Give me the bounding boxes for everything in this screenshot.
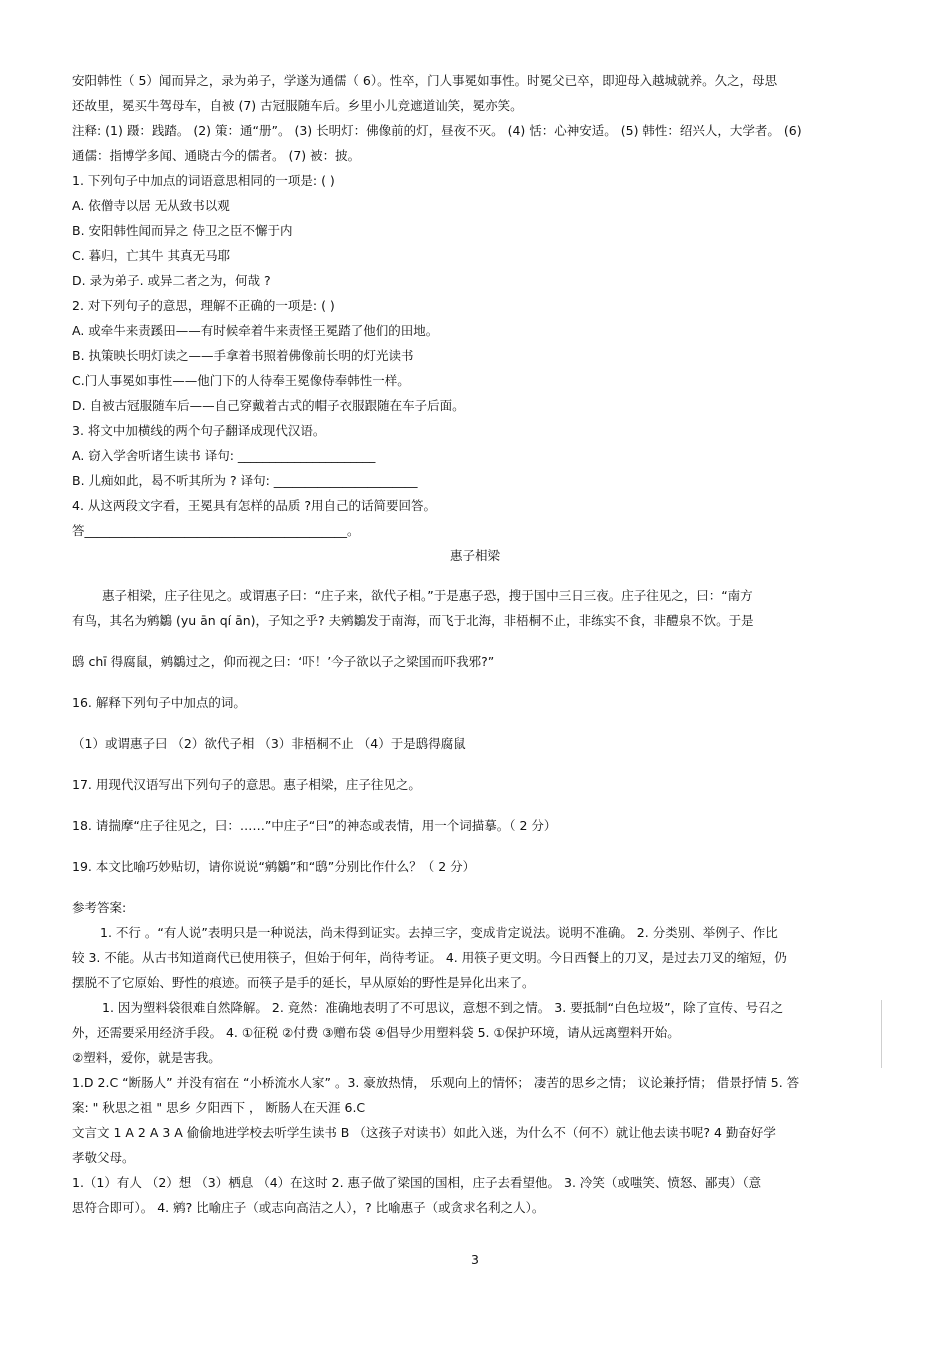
- text-line: 摆脱不了它原始、野性的痕迹。而筷子是手的延长，早从原始的野性是异化出来了。: [72, 975, 535, 990]
- text-line: 18. 请揣摩“庄子往见之，曰：……”中庄子“曰”的神态或表情，用一个词描摹。（ 2 分）: [72, 818, 557, 833]
- text-line: C. 暮归，亡其牛 其真无马耶: [72, 248, 231, 263]
- text-line: 3. 将文中加横线的两个句子翻译成现代汉语。: [72, 423, 326, 438]
- text-line: C.门人事冕如事性——他门下的人待奉王冕像侍奉韩性一样。: [72, 373, 410, 388]
- text-line: 案: " 秋思之祖 " 思乡 夕阳西下 ， 断肠人在天涯 6.C: [72, 1100, 366, 1115]
- text-line: 16. 解释下列句子中加点的词。: [72, 695, 246, 710]
- text-line: 较 3. 不能。从古书知道商代已使用筷子，但始于何年，尚待考证。 4. 用筷子更文明。今日西餐上的刀叉，是过去刀叉的缩短，仍: [72, 950, 787, 965]
- text-line: A. 依僧寺以居 无从致书以观: [72, 198, 230, 213]
- text-line: 安阳韩性（ 5）闻而异之，录为弟子，学遂为通儒（ 6）。性卒，门人事冕如事性。时冕父已卒，即迎母入越城就养。久之，母思: [72, 73, 778, 88]
- text-line: 鸱 chī 得腐鼠，鹓鶵过之，仰而视之曰：‘吓！’今子欲以子之梁国而吓我邪?”: [72, 654, 495, 669]
- page-number: 3: [471, 1252, 479, 1267]
- text-line: B. 安阳韩性闻而异之 侍卫之臣不懈于内: [72, 223, 293, 238]
- text-line: D. 录为弟子. 或异二者之为，何哉 ?: [72, 273, 271, 288]
- text-line: B. 儿痴如此，曷不听其所为 ? 译句: _______________________: [72, 473, 418, 488]
- text-line: 19. 本文比喻巧妙贴切，请你说说“鹓鶵”和“鸱”分别比作什么？（ 2 分）: [72, 859, 476, 874]
- text-line: 还故里，冕买牛驾母车，自被 (7) 古冠服随车后。乡里小儿竞遮道讪笑，冕亦笑。: [72, 98, 523, 113]
- text-line: 通儒：指博学多闻、通晓古今的儒者。 (7) 被：披。: [72, 148, 361, 163]
- text-line: 思符合即可）。 4. 鹓? 比喻庄子（或志向高洁之人），? 比喻惠子（或贪求名利之人）。: [72, 1200, 545, 1215]
- text-line: 1. 因为塑料袋很难自然降解。 2. 竟然：准确地表明了不可思议，意想不到之情。 3. 要抵制“白色垃圾”，除了宣传、号召之: [102, 1000, 784, 1015]
- text-line: 1.D 2.C “断肠人” 并没有宿在 “小桥流水人家” 。3. 豪放热情， 乐观向上的情怀； 凄苦的思乡之情； 议论兼抒情； 借景抒情 5. 答: [72, 1075, 800, 1090]
- text-line: 孝敬父母。: [72, 1150, 135, 1165]
- text-line: D. 自被古冠服随车后——自己穿戴着古式的帽子衣服跟随在车子后面。: [72, 398, 465, 413]
- text-line: 17. 用现代汉语写出下列句子的意思。惠子相梁，庄子往见之。: [72, 777, 421, 792]
- text-line: 4. 从这两段文字看，王冕具有怎样的品质 ?用自己的话简要回答。: [72, 498, 437, 513]
- text-line: 参考答案:: [72, 900, 127, 915]
- text-line: ②塑料，爱你，就是害我。: [72, 1050, 221, 1065]
- text-line: 1. 下列句子中加点的词语意思相同的一项是: ( ): [72, 173, 335, 188]
- text-line: 1.（1）有人 （2）想 （3）栖息 （4）在这时 2. 惠子做了梁国的国相，庄子去看望他。 3. 冷笑（或嗤笑、愤怒、鄙夷）（意: [72, 1175, 762, 1190]
- text-line: 答__________________________________________。: [72, 523, 360, 538]
- right-border-line: [881, 1000, 882, 1068]
- text-line: A. 窃入学舍听诸生读书 译句: ______________________: [72, 448, 376, 463]
- text-line: 注释: (1) 蹑：践踏。 (2) 策：通“册”。 (3) 长明灯：佛像前的灯，昼夜不灭。 (4) 恬：心神安适。 (5) 韩性：绍兴人，大学者。 (6): [72, 123, 802, 138]
- text-line: 有鸟，其名为鹓鶵 (yu ān qí ān)，子知之乎? 夫鹓鶵发于南海，而飞于北海，非梧桐不止，非练实不食，非醴泉不饮。于是: [72, 613, 754, 628]
- text-line: 外，还需要采用经济手段。 4. ①征税 ②付费 ③赠布袋 ④倡导少用塑料袋 5. ①保护环境，请从远离塑料开始。: [72, 1025, 680, 1040]
- text-line: A. 或牵牛来责蹊田——有时候牵着牛来责怪王冕踏了他们的田地。: [72, 323, 439, 338]
- section-title: 惠子相梁: [449, 548, 500, 563]
- text-line: 文言文 1 A 2 A 3 A 偷偷地进学校去听学生读书 B （这孩子对读书）如此入迷，为什么不（何不）就让他去读书呢? 4 勤奋好学: [72, 1125, 776, 1140]
- text-line: 1. 不行 。“有人说”表明只是一种说法，尚未得到证实。去掉三字，变成肯定说法。说明不准确。 2. 分类别、举例子、作比: [100, 925, 778, 940]
- text-line: 2. 对下列句子的意思，理解不正确的一项是: ( ): [72, 298, 335, 313]
- text-line: （1）或谓惠子曰 （2）欲代子相 （3）非梧桐不止 （4）于是鸱得腐鼠: [72, 736, 466, 751]
- text-line: 惠子相梁，庄子往见之。或谓惠子曰：“庄子来，欲代子相。”于是惠子恐，搜于国中三日三夜。庄子往见之，曰：“南方: [102, 588, 753, 603]
- text-line: B. 执策映长明灯读之——手拿着书照着佛像前长明的灯光读书: [72, 348, 414, 363]
